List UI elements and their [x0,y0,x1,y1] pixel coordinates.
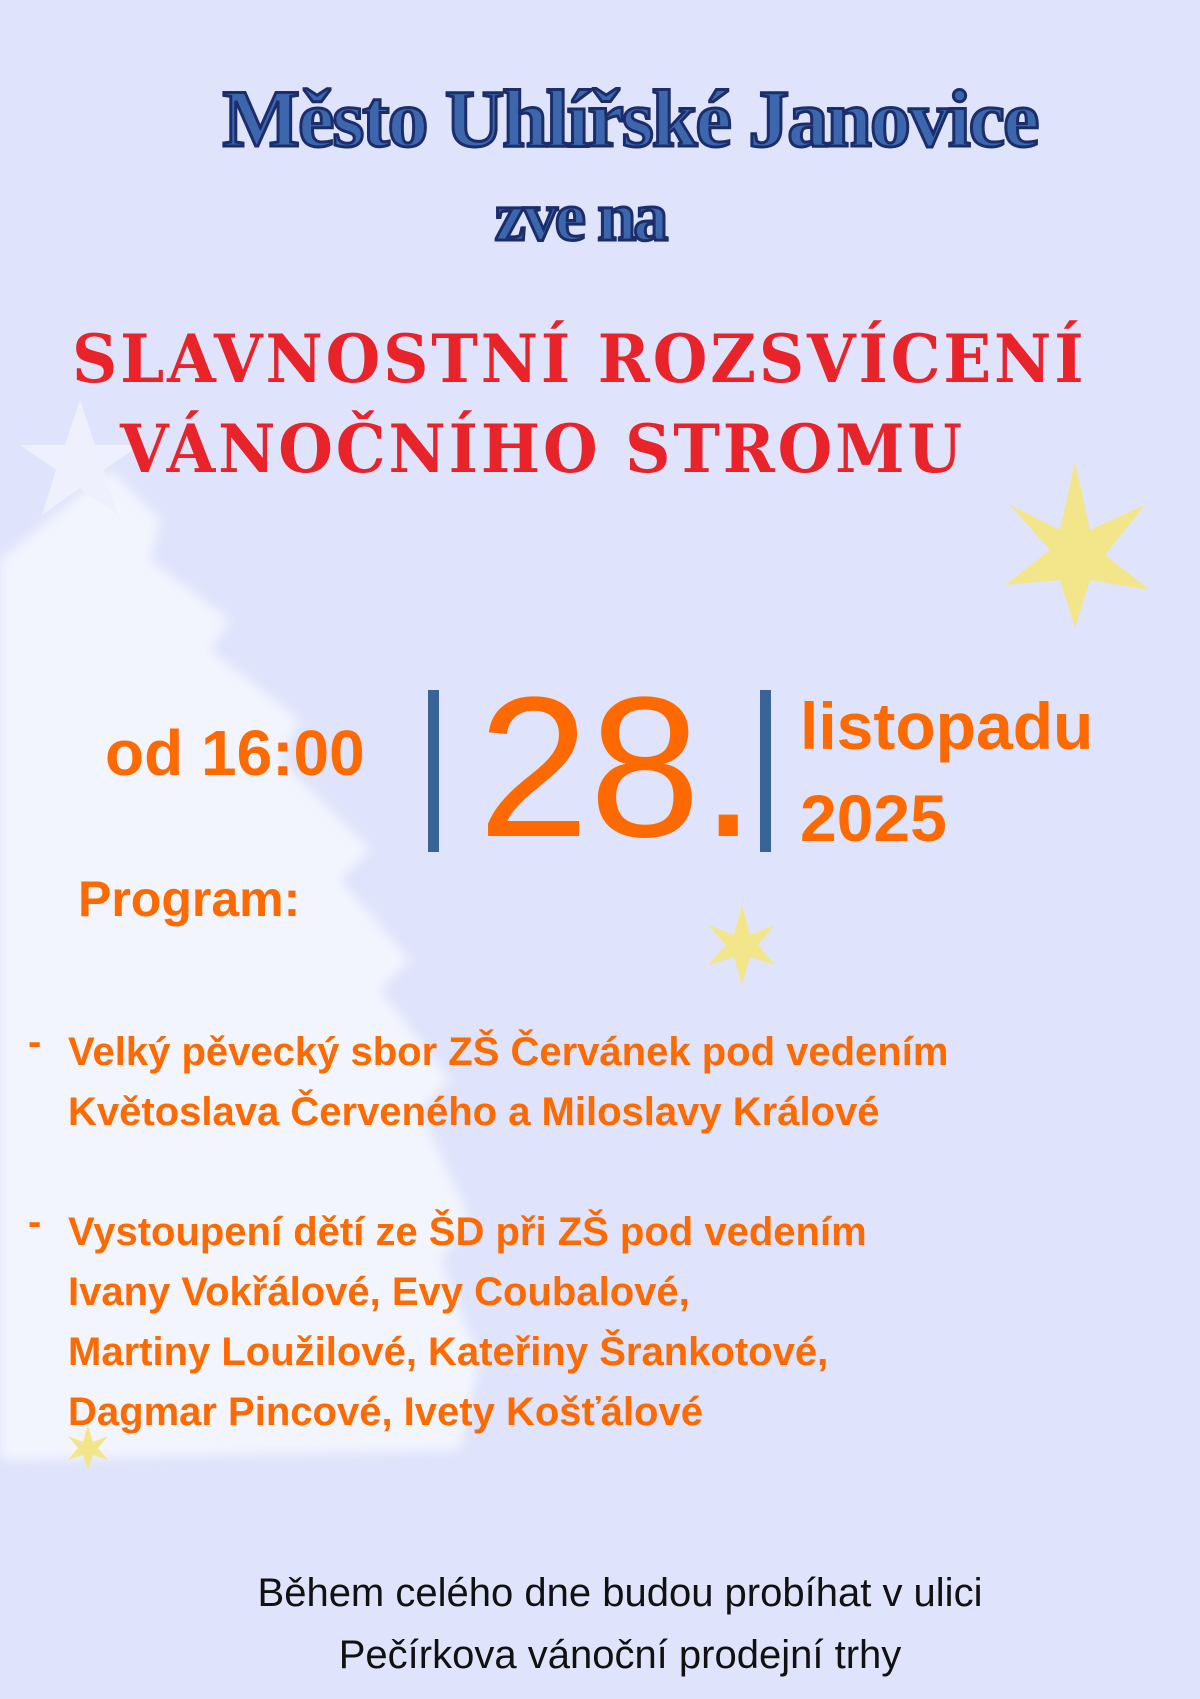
program-item-2 [68,1202,867,1442]
program-item-line: Martiny Loužilové, Kateřiny Šrankotové, [68,1330,829,1374]
yellow-star-icon [1005,462,1150,628]
footer-note [0,1562,1200,1686]
event-year: 2025 [800,781,947,855]
program-item-line: Ivany Vokřálové, Evy Coubalové, [68,1270,690,1314]
invites-text: zve na [494,179,666,256]
event-time: od 16:00 [105,717,365,789]
footer-line: Pečírkova vánoční prodejní trhy [338,1633,902,1677]
program-item-line: Květoslava Červeného a Miloslavy Králové [68,1090,880,1134]
program-item-line: Velký pěvecký sbor ZŠ Červánek pod vedením [68,1030,949,1074]
bullet: - [28,1200,42,1244]
event-day: 28. [478,656,757,879]
footer-line: Během celého dne budou probíhat v ulici [257,1571,983,1615]
date-divider-right [760,690,771,852]
small-yellow-star-icon [708,905,775,985]
date-divider-left [428,690,439,852]
program-heading: Program: [78,871,301,927]
program-item-1 [68,1022,948,1142]
event-month: listopadu [800,689,1094,763]
event-title-line2: VÁNOČNÍHO STROMU [120,410,965,488]
program-item-line: Dagmar Pincové, Ivety Košťálové [68,1390,703,1434]
town-title: Město Uhlířské Janovice [222,73,1038,164]
event-title-line1: SLAVNOSTNÍ ROZSVÍCENÍ [72,320,1087,398]
bullet: - [28,1020,42,1064]
program-item-line: Vystoupení dětí ze ŠD při ZŠ pod vedením [68,1210,867,1254]
